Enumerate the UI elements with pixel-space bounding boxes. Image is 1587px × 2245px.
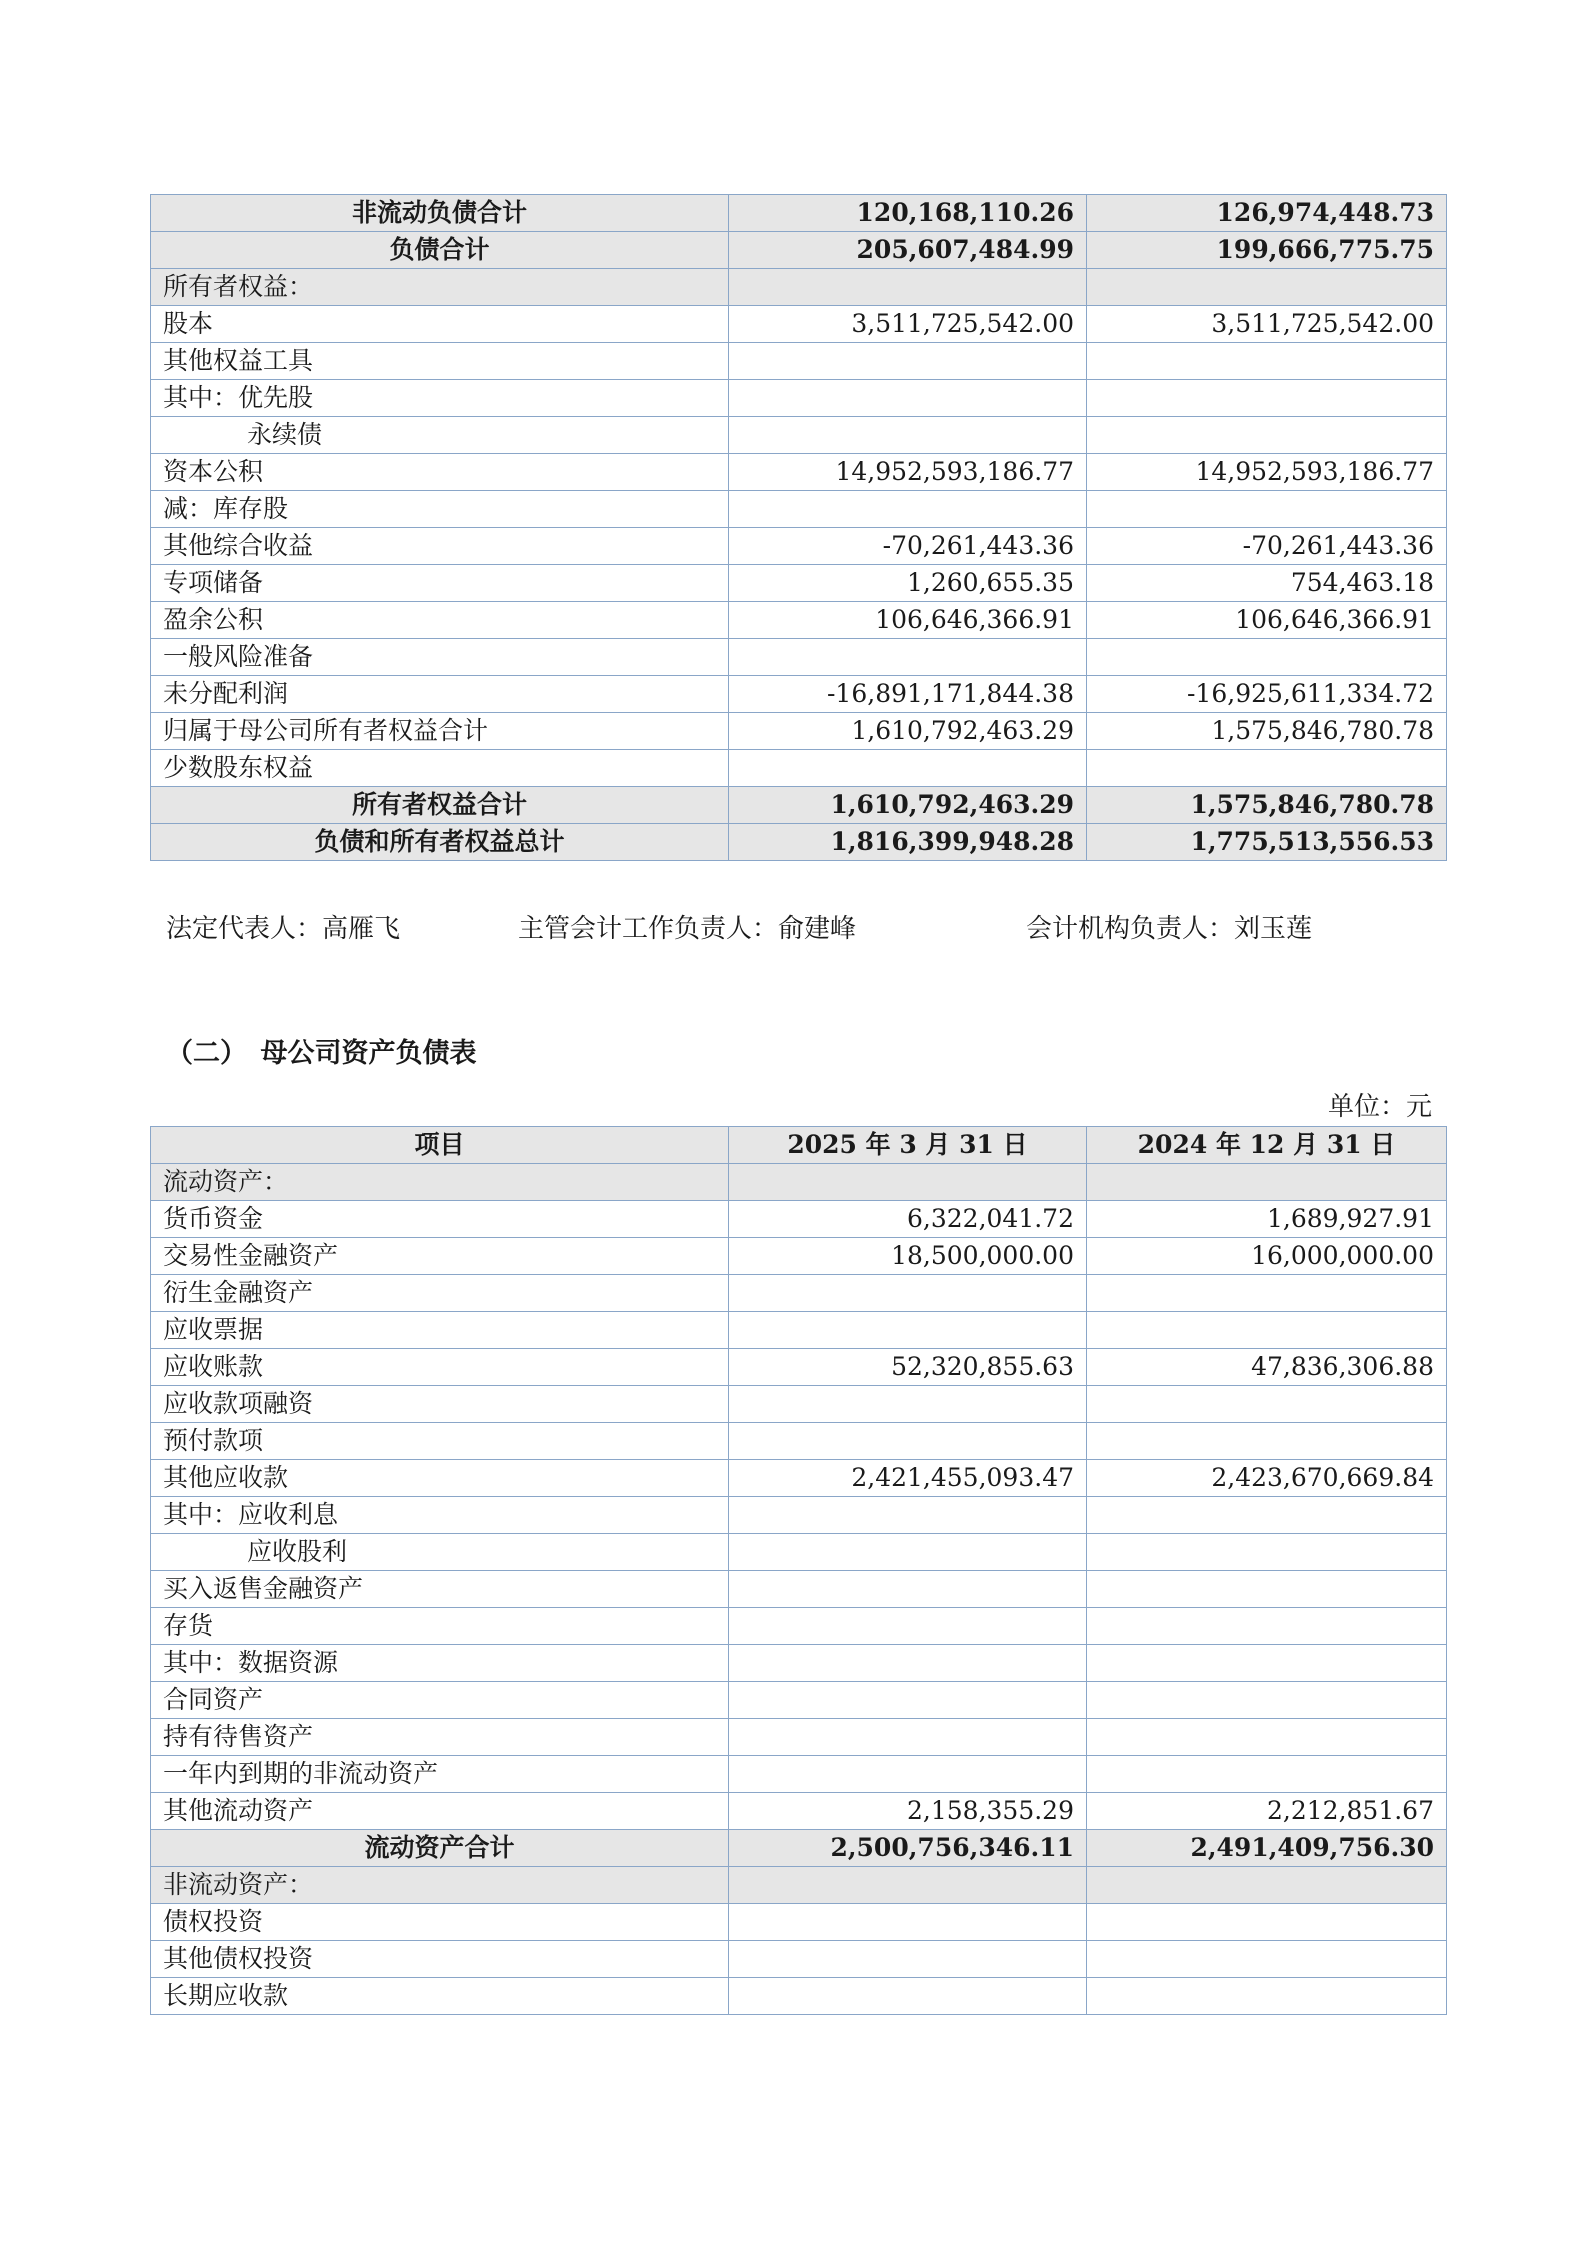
row-label: 所有者权益合计 (151, 787, 729, 824)
row-label: 交易性金融资产 (151, 1238, 729, 1275)
row-value-current: 1,816,399,948.28 (729, 824, 1087, 861)
row-value-current: 1,260,655.35 (729, 565, 1087, 602)
row-value-current (729, 639, 1087, 676)
row-label: 减：库存股 (151, 491, 729, 528)
row-label: 其他应收款 (151, 1460, 729, 1497)
table-row (151, 750, 1447, 787)
row-label: 少数股东权益 (151, 750, 729, 787)
table-row (151, 528, 1447, 565)
table-row (151, 565, 1447, 602)
row-value-current (729, 1386, 1087, 1423)
row-value-prior (1087, 1534, 1447, 1571)
table-row (151, 1904, 1447, 1941)
equity-table-body (151, 195, 1447, 861)
row-value-current (729, 1756, 1087, 1793)
row-label: 其他债权投资 (151, 1941, 729, 1978)
row-label: 负债合计 (151, 232, 729, 269)
row-label: 持有待售资产 (151, 1719, 729, 1756)
row-value-prior (1087, 1682, 1447, 1719)
row-value-prior: 1,575,846,780.78 (1087, 787, 1447, 824)
row-value-prior: -16,925,611,334.72 (1087, 676, 1447, 713)
section-title: （二） 母公司资产负债表 (166, 1038, 477, 1069)
row-value-current (729, 1275, 1087, 1312)
row-label: 一般风险准备 (151, 639, 729, 676)
row-label: 应收账款 (151, 1349, 729, 1386)
row-value-prior: 47,836,306.88 (1087, 1349, 1447, 1386)
row-value-prior (1087, 1423, 1447, 1460)
row-value-current (729, 380, 1087, 417)
row-value-current (729, 343, 1087, 380)
table-row (151, 1201, 1447, 1238)
row-value-current (729, 1941, 1087, 1978)
table-row (151, 1238, 1447, 1275)
row-value-current (729, 1608, 1087, 1645)
table-row (151, 1497, 1447, 1534)
table-row (151, 454, 1447, 491)
row-value-current: -70,261,443.36 (729, 528, 1087, 565)
table-header-row (151, 1127, 1447, 1164)
table-row (151, 232, 1447, 269)
row-value-current (729, 1423, 1087, 1460)
table-row (151, 417, 1447, 454)
table-row (151, 1608, 1447, 1645)
table-row (151, 676, 1447, 713)
row-value-prior: 16,000,000.00 (1087, 1238, 1447, 1275)
row-label: 衍生金融资产 (151, 1275, 729, 1312)
table-row (151, 1534, 1447, 1571)
row-label: 非流动负债合计 (151, 195, 729, 232)
row-value-prior (1087, 380, 1447, 417)
row-value-current (729, 1497, 1087, 1534)
table-row (151, 602, 1447, 639)
row-label: 合同资产 (151, 1682, 729, 1719)
row-value-current (729, 1645, 1087, 1682)
row-value-prior: 754,463.18 (1087, 565, 1447, 602)
row-value-prior: 3,511,725,542.00 (1087, 306, 1447, 343)
row-label: 其他权益工具 (151, 343, 729, 380)
row-value-current: 3,511,725,542.00 (729, 306, 1087, 343)
row-label: 盈余公积 (151, 602, 729, 639)
row-value-current (729, 1682, 1087, 1719)
row-value-current (729, 1904, 1087, 1941)
header-item: 项目 (151, 1127, 729, 1164)
row-value-prior: 1,575,846,780.78 (1087, 713, 1447, 750)
row-value-prior: 14,952,593,186.77 (1087, 454, 1447, 491)
row-label: 归属于母公司所有者权益合计 (151, 713, 729, 750)
row-value-prior: -70,261,443.36 (1087, 528, 1447, 565)
row-value-prior: 1,689,927.91 (1087, 1201, 1447, 1238)
row-label: 其他流动资产 (151, 1793, 729, 1830)
row-label: 债权投资 (151, 1904, 729, 1941)
row-label: 所有者权益： (151, 269, 729, 306)
row-value-prior (1087, 1867, 1447, 1904)
row-label: 非流动资产： (151, 1867, 729, 1904)
row-label: 未分配利润 (151, 676, 729, 713)
row-value-current (729, 417, 1087, 454)
table-row (151, 491, 1447, 528)
row-label: 其中：应收利息 (151, 1497, 729, 1534)
table-row (151, 1978, 1447, 2015)
row-value-prior (1087, 491, 1447, 528)
row-value-prior (1087, 1941, 1447, 1978)
row-value-current: -16,891,171,844.38 (729, 676, 1087, 713)
row-value-current (729, 1978, 1087, 2015)
row-value-current: 205,607,484.99 (729, 232, 1087, 269)
row-value-prior (1087, 1756, 1447, 1793)
row-label: 其中：数据资源 (151, 1645, 729, 1682)
row-value-current: 1,610,792,463.29 (729, 713, 1087, 750)
table-row (151, 195, 1447, 232)
row-label: 货币资金 (151, 1201, 729, 1238)
table-row (151, 1349, 1447, 1386)
table-row (151, 1756, 1447, 1793)
row-value-prior: 106,646,366.91 (1087, 602, 1447, 639)
row-value-prior (1087, 1719, 1447, 1756)
row-value-prior: 2,423,670,669.84 (1087, 1460, 1447, 1497)
row-value-prior: 199,666,775.75 (1087, 232, 1447, 269)
equity-table (150, 194, 1447, 861)
table-row (151, 1275, 1447, 1312)
row-label: 专项储备 (151, 565, 729, 602)
table-row (151, 269, 1447, 306)
table-row (151, 1423, 1447, 1460)
row-label: 存货 (151, 1608, 729, 1645)
table-row (151, 787, 1447, 824)
table-row (151, 1571, 1447, 1608)
table-row (151, 343, 1447, 380)
row-value-current: 106,646,366.91 (729, 602, 1087, 639)
row-value-current (729, 1571, 1087, 1608)
row-value-prior (1087, 750, 1447, 787)
table-row (151, 713, 1447, 750)
table-row (151, 1682, 1447, 1719)
row-label: 应收股利 (151, 1534, 729, 1571)
row-value-current: 18,500,000.00 (729, 1238, 1087, 1275)
row-value-current (729, 1867, 1087, 1904)
table-row (151, 1645, 1447, 1682)
table-row (151, 1941, 1447, 1978)
row-label: 买入返售金融资产 (151, 1571, 729, 1608)
row-value-prior (1087, 417, 1447, 454)
row-value-prior: 126,974,448.73 (1087, 195, 1447, 232)
row-label: 永续债 (151, 417, 729, 454)
row-value-prior (1087, 1608, 1447, 1645)
table-row (151, 306, 1447, 343)
row-value-current: 6,322,041.72 (729, 1201, 1087, 1238)
row-value-current: 1,610,792,463.29 (729, 787, 1087, 824)
row-value-prior (1087, 1497, 1447, 1534)
row-value-prior (1087, 1904, 1447, 1941)
accounting-agency-head: 会计机构负责人：刘玉莲 (1026, 914, 1313, 944)
unit-label: 单位：元 (1327, 1092, 1432, 1122)
row-label: 长期应收款 (151, 1978, 729, 2015)
row-value-current (729, 1719, 1087, 1756)
row-value-prior (1087, 269, 1447, 306)
row-value-current (729, 750, 1087, 787)
row-label: 一年内到期的非流动资产 (151, 1756, 729, 1793)
row-value-prior (1087, 1312, 1447, 1349)
row-label: 其中：优先股 (151, 380, 729, 417)
table-row (151, 1460, 1447, 1497)
row-value-current: 2,158,355.29 (729, 1793, 1087, 1830)
row-value-prior (1087, 1645, 1447, 1682)
row-label: 资本公积 (151, 454, 729, 491)
row-value-prior (1087, 343, 1447, 380)
row-label: 应收票据 (151, 1312, 729, 1349)
accounting-head: 主管会计工作负责人：俞建峰 (518, 914, 857, 944)
row-value-current: 14,952,593,186.77 (729, 454, 1087, 491)
row-value-prior: 1,775,513,556.53 (1087, 824, 1447, 861)
table-row (151, 1830, 1447, 1867)
table-row (151, 639, 1447, 676)
row-value-current: 2,500,756,346.11 (729, 1830, 1087, 1867)
row-label: 应收款项融资 (151, 1386, 729, 1423)
table-row (151, 1719, 1447, 1756)
row-value-prior (1087, 1275, 1447, 1312)
table-row (151, 1793, 1447, 1830)
table-row (151, 1386, 1447, 1423)
row-value-prior (1087, 1978, 1447, 2015)
row-value-prior: 2,491,409,756.30 (1087, 1830, 1447, 1867)
table-row (151, 1312, 1447, 1349)
row-value-current (729, 1312, 1087, 1349)
row-label: 流动资产合计 (151, 1830, 729, 1867)
table-row (151, 824, 1447, 861)
row-value-prior: 2,212,851.67 (1087, 1793, 1447, 1830)
row-value-current: 52,320,855.63 (729, 1349, 1087, 1386)
table-row (151, 1164, 1447, 1201)
row-label: 股本 (151, 306, 729, 343)
table-row (151, 1867, 1447, 1904)
row-label: 其他综合收益 (151, 528, 729, 565)
row-value-current (729, 269, 1087, 306)
legal-representative: 法定代表人：高雁飞 (166, 914, 401, 944)
header-date-prior: 2024 年 12 月 31 日 (1087, 1127, 1447, 1164)
row-value-prior (1087, 1386, 1447, 1423)
row-value-current (729, 491, 1087, 528)
parent-balance-sheet-table (150, 1126, 1447, 2015)
row-label: 流动资产： (151, 1164, 729, 1201)
row-value-current (729, 1164, 1087, 1201)
parent-balance-sheet-body (151, 1164, 1447, 2015)
table-row (151, 380, 1447, 417)
row-value-current: 120,168,110.26 (729, 195, 1087, 232)
row-label: 负债和所有者权益总计 (151, 824, 729, 861)
row-label: 预付款项 (151, 1423, 729, 1460)
header-date-current: 2025 年 3 月 31 日 (729, 1127, 1087, 1164)
row-value-prior (1087, 1571, 1447, 1608)
row-value-current: 2,421,455,093.47 (729, 1460, 1087, 1497)
row-value-prior (1087, 1164, 1447, 1201)
row-value-prior (1087, 639, 1447, 676)
row-value-current (729, 1534, 1087, 1571)
